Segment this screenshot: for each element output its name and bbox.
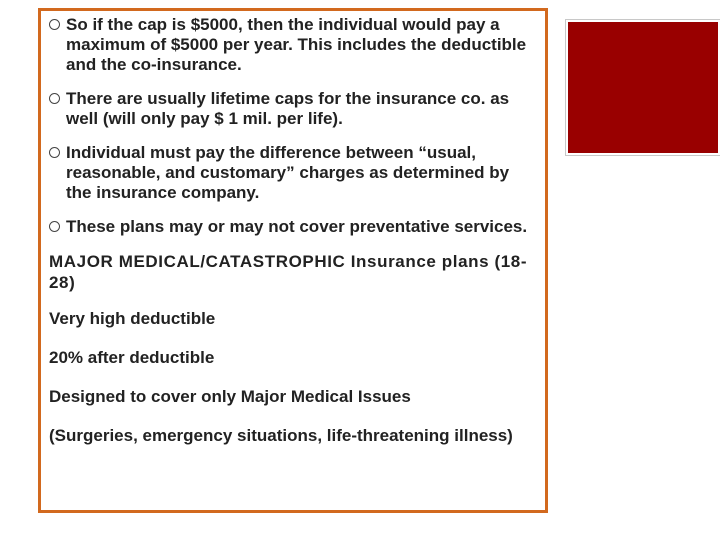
bullet-item bbox=[49, 89, 537, 129]
bullet-text: Individual must pay the difference between “usual, reasonable, and customary” charges as determined by the insurance company. bbox=[66, 143, 510, 202]
hollow-circle-bullet-icon bbox=[49, 93, 60, 104]
bullet-text: These plans may or may not cover preventative services. bbox=[66, 217, 528, 236]
hollow-circle-bullet-icon bbox=[49, 19, 60, 30]
section-line: Designed to cover only Major Medical Issues bbox=[49, 387, 411, 406]
bullet-item bbox=[49, 217, 537, 237]
hollow-circle-bullet-icon bbox=[49, 147, 60, 158]
bullet-item bbox=[49, 143, 537, 203]
accent-color-block bbox=[566, 20, 720, 155]
hollow-circle-bullet-icon bbox=[49, 221, 60, 232]
bullet-text: So if the cap is $5000, then the individual would pay a maximum of $5000 per year. This includes the deductible and the co-insurance. bbox=[66, 15, 527, 74]
bullet-text: There are usually lifetime caps for the insurance co. as well (will only pay $ 1 mil. per life). bbox=[66, 89, 510, 128]
bullet-item bbox=[49, 15, 537, 75]
section-line: 20% after deductible bbox=[49, 348, 215, 367]
slide-content-box bbox=[38, 8, 548, 513]
section-heading: MAJOR MEDICAL/CATASTROPHIC Insurance plans (18-28) bbox=[49, 252, 528, 292]
section-line: Very high deductible bbox=[49, 309, 216, 328]
section-line: (Surgeries, emergency situations, life-threatening illness) bbox=[49, 426, 513, 445]
